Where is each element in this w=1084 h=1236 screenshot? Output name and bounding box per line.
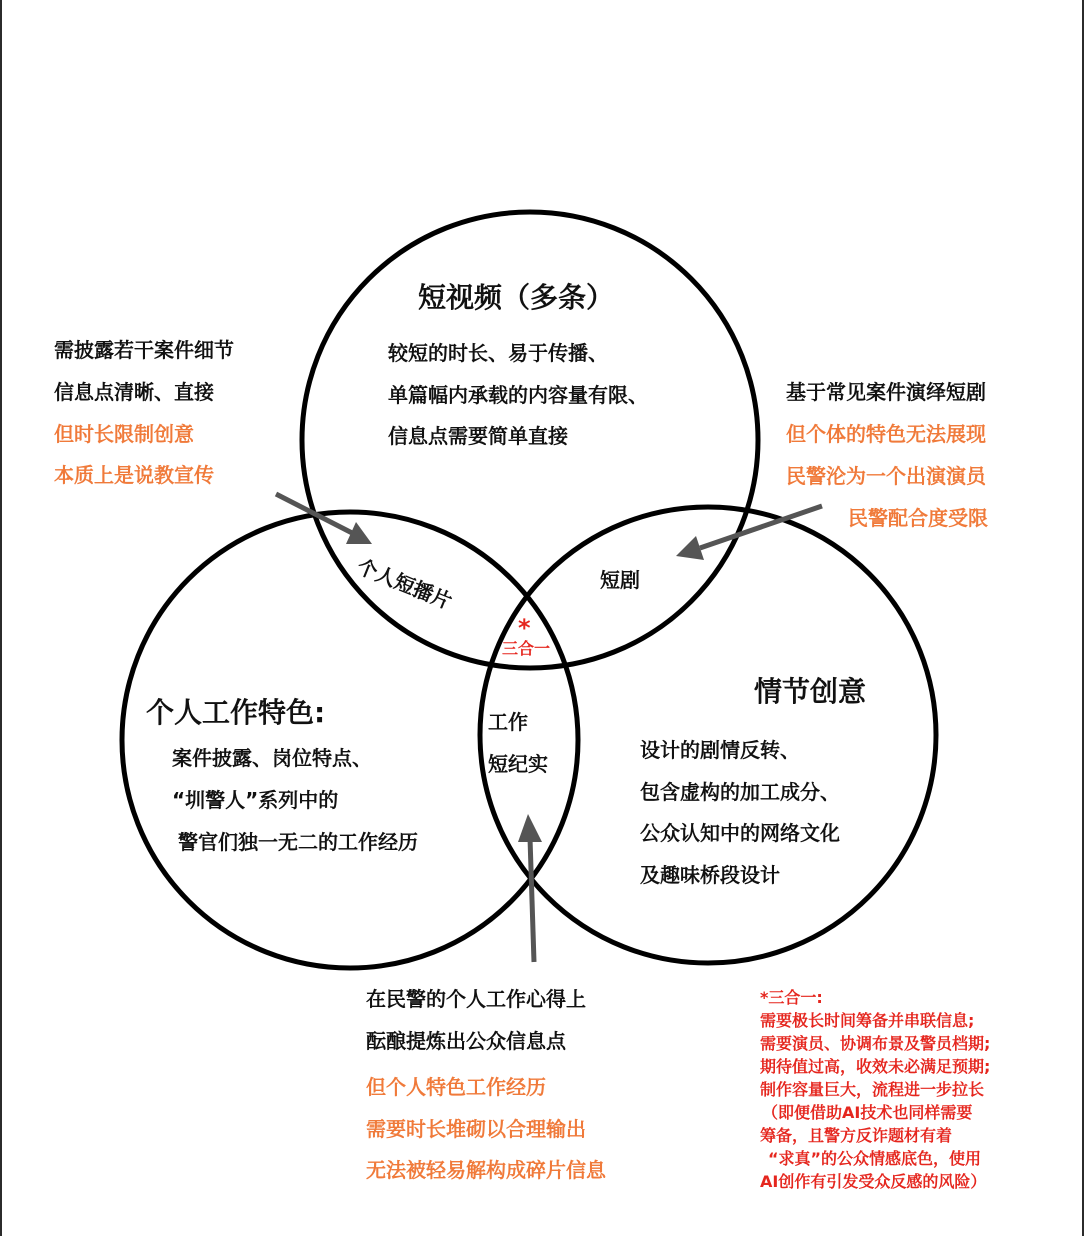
note-line-8: AI创作有引发受众反感的风险） xyxy=(760,1172,987,1191)
annotation-bottom-orange-2: 需要时长堆砌以合理输出 xyxy=(366,1117,586,1141)
center-star: * xyxy=(518,614,531,642)
annotation-tr-orange-2: 民警沦为一个出演演员 xyxy=(786,464,986,488)
three-in-one-note xyxy=(760,986,1076,1193)
personal-work-line-3: 警官们独一无二的工作经历 xyxy=(178,830,418,854)
annotation-tr-black-1: 基于常见案件演绎短剧 xyxy=(786,380,986,404)
intersection-short-drama: 短剧 xyxy=(600,568,640,592)
annotation-tl-black-1: 需披露若干案件细节 xyxy=(54,338,234,362)
annotation-tr-orange-1: 但个体的特色无法展现 xyxy=(786,422,986,446)
annotation-bottom-black-1: 在民警的个人工作心得上 xyxy=(366,987,586,1011)
note-line-1: 需要极长时间筹备并串联信息; xyxy=(760,1011,975,1030)
plot-creativity-line-2: 包含虚构的加工成分、 xyxy=(640,780,840,804)
intersection-work-line-2: 短纪实 xyxy=(488,752,548,776)
personal-work-title: 个人工作特色: xyxy=(146,696,326,729)
annotation-tl-black-2: 信息点清晰、直接 xyxy=(54,380,214,404)
arrow-top-right xyxy=(676,506,822,560)
note-line-4: 制作容量巨大，流程进一步拉长 xyxy=(760,1080,985,1099)
annotation-tl-orange-1: 但时长限制创意 xyxy=(54,422,194,446)
short-video-line-3: 信息点需要简单直接 xyxy=(388,424,568,448)
personal-work-line-1: 案件披露、岗位特点、 xyxy=(172,746,372,770)
annotation-tl-orange-2: 本质上是说教宣传 xyxy=(54,463,214,487)
plot-creativity-line-4: 及趣味桥段设计 xyxy=(640,863,780,887)
note-line-7: “求真”的公众情感底色，使用 xyxy=(768,1149,982,1168)
intersection-work-line-1: 工作 xyxy=(488,710,528,734)
annotation-bottom-orange-3: 无法被轻易解构成碎片信息 xyxy=(366,1158,606,1182)
annotation-bottom-orange-1: 但个人特色工作经历 xyxy=(366,1075,546,1099)
note-line-3: 期待值过高，收效未必满足预期; xyxy=(760,1057,991,1076)
short-video-line-2: 单篇幅内承载的内容量有限、 xyxy=(388,383,648,407)
plot-creativity-line-1: 设计的剧情反转、 xyxy=(640,738,800,762)
short-video-line-1: 较短的时长、易于传播、 xyxy=(388,341,608,365)
plot-creativity-line-3: 公众认知中的网络文化 xyxy=(640,821,840,845)
annotation-bottom-black-2: 酝酿提炼出公众信息点 xyxy=(366,1029,566,1053)
note-line-5: （即便借助AI技术也同样需要 xyxy=(762,1103,973,1122)
note-line-6: 筹备，且警方反诈题材有着 xyxy=(760,1126,953,1145)
short-video-title: 短视频（多条） xyxy=(418,281,615,314)
note-title: *三合一: xyxy=(760,988,823,1007)
annotation-tr-orange-3: 民警配合度受限 xyxy=(848,506,988,530)
center-three-in-one: 三合一 xyxy=(502,639,551,658)
circle-plot-creativity xyxy=(480,507,936,963)
personal-work-line-2: “圳警人”系列中的 xyxy=(172,788,339,812)
note-line-2: 需要演员、协调布景及警员档期; xyxy=(760,1034,991,1053)
intersection-personal-short-clip: 个人短播片 xyxy=(353,554,456,614)
plot-creativity-title: 情节创意 xyxy=(754,675,867,708)
